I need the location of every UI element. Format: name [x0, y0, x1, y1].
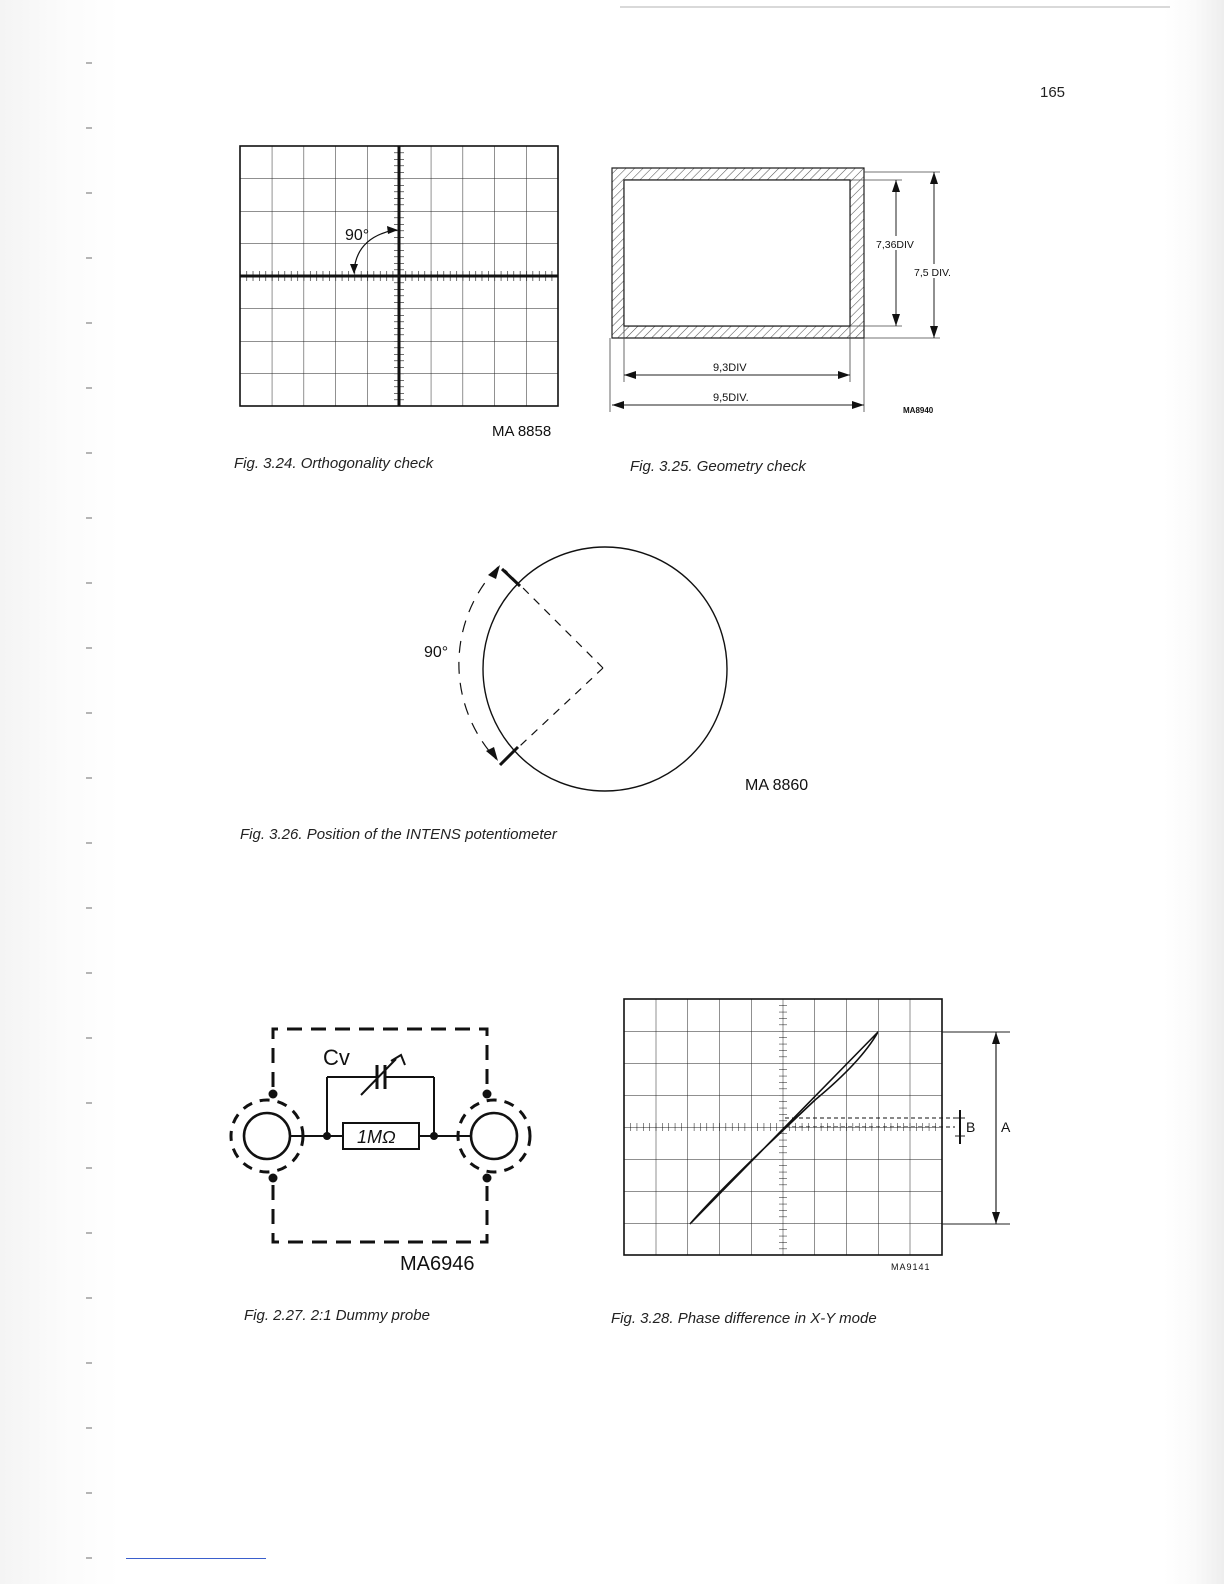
- figure-dummy-probe: [215, 1015, 555, 1280]
- right-connector: [471, 1113, 517, 1159]
- caption-geometry: Fig. 3.25. Geometry check: [630, 458, 806, 475]
- page-edge-left: [0, 0, 120, 1584]
- dashed-angle-arc: [459, 567, 498, 759]
- inner-width-label: 9,3DIV: [713, 362, 747, 374]
- outer-width-label: 9,5DIV.: [713, 392, 749, 404]
- label-b: B: [966, 1119, 976, 1135]
- dashed-enclosure-bottom: [273, 1185, 487, 1242]
- footnote-rule: [126, 1558, 266, 1559]
- figure-phase-xy: [615, 990, 1025, 1275]
- dashed-radius-lower: [505, 668, 603, 760]
- top-rule: [620, 6, 1170, 8]
- inner-height-label: 7,36DIV: [876, 239, 914, 251]
- caption-intens: Fig. 3.26. Position of the INTENS potentiometer: [240, 826, 557, 843]
- angle-label: 90°: [345, 227, 370, 244]
- caption-phase-xy: Fig. 3.28. Phase difference in X-Y mode: [611, 1310, 877, 1327]
- outer-height-label: 7,5 DIV.: [914, 267, 951, 279]
- caption-dummy-probe: Fig. 2.27. 2:1 Dummy probe: [244, 1307, 430, 1324]
- inner-raster: [624, 180, 850, 326]
- resistor-label: 1MΩ: [357, 1127, 396, 1147]
- page-number: 165: [1040, 84, 1066, 101]
- knob-mark-upper: [502, 569, 520, 586]
- capacitor-label: Cv: [323, 1045, 350, 1070]
- figure-ref: MA9141: [891, 1262, 931, 1272]
- knob-mark-lower: [500, 747, 518, 765]
- left-connector: [244, 1113, 290, 1159]
- page-edge-right: [1164, 0, 1224, 1584]
- figure-ref: MA 8858: [492, 423, 552, 440]
- figure-ref: MA8940: [903, 406, 934, 415]
- figure-ref: MA6946: [400, 1253, 475, 1275]
- label-a: A: [1001, 1119, 1011, 1135]
- figure-geometry: [600, 160, 980, 422]
- angle-label: 90°: [424, 644, 449, 661]
- figure-orthogonality: [230, 138, 570, 448]
- figure-ref: MA 8860: [745, 777, 809, 794]
- caption-orthogonality: Fig. 3.24. Orthogonality check: [234, 455, 434, 472]
- dashed-enclosure-top: [273, 1029, 487, 1087]
- figure-intens: [410, 535, 840, 805]
